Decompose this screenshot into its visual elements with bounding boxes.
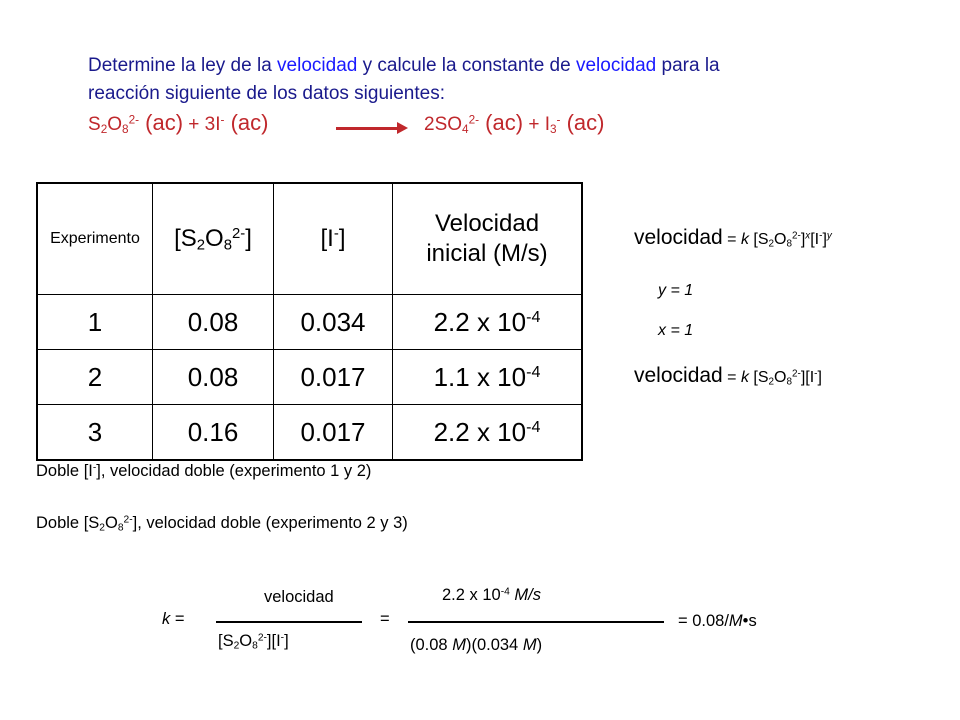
table-row [37,350,582,405]
reaction-arrow-icon [336,127,398,130]
rate-law-general: velocidad = k $[S_2O_8^{2-}]^x[I^-]^y$ [634,226,832,250]
cell-iodide: 0.017 [274,405,393,461]
rate-law-order-x: x = 1 [658,322,694,339]
k-label: k = [162,610,185,628]
statement-text: para la [656,55,720,76]
rate-law-final: velocidad = k $[S_2O_8^{2-}][I^-]$ [634,364,822,388]
statement-text: Determine la ley de la [88,55,278,76]
header-iodide: [I-] [274,183,393,295]
problem-statement-line-1 [88,52,720,80]
reaction-products: $2SO_4^{2-}$ $(ac) + I_3^-$ (ac) [424,110,605,136]
cell-persulfate: 0.08 [153,350,274,405]
kinetics-data-table [36,182,583,461]
equals-sign: = [380,610,390,628]
problem-statement-line-2: reacción siguiente de los datos siguientes: [88,83,446,104]
header-experiment: Experimento [37,183,153,295]
numerator-value: 2.2 x $10^{-4}$ M/s [442,586,541,604]
cell-iodide: 0.017 [274,350,393,405]
header-rate-line-2: inicial (M/s) [426,240,548,267]
cell-iodide: 0.034 [274,295,393,350]
reaction-reactants: $S_2O_8^{2-}$ (ac) + 3I- (ac) [88,110,269,136]
numerator-word: velocidad [264,588,334,606]
statement-keyword: velocidad [575,55,657,76]
table-row [37,295,582,350]
note-persulfate-doubling: Doble $[S_2O_8^{2-}]$, velocidad doble (experimento 2 y 3) [36,514,408,534]
cell-rate: 2.2 x $10^{-4}$ [393,405,583,461]
denominator-value: (0.08 M)(0.034 M) [410,636,543,654]
header-initial-rate [393,183,583,295]
header-persulfate: $[S_2O_8^{2-}]$ [153,183,274,295]
cell-rate: 2.2 x $10^{-4}$ [393,295,583,350]
fraction-bar-1 [216,621,362,623]
cell-experiment: 3 [37,405,153,461]
cell-persulfate: 0.16 [153,405,274,461]
fraction-bar-2 [408,621,664,623]
denominator-concentrations: $[S_2O_8^{2-}][I^-]$ [218,632,289,652]
statement-text: y calcule la constante de [357,55,576,76]
cell-experiment: 2 [37,350,153,405]
rate-law-order-y: y = 1 [658,282,694,299]
table-header-row [37,183,582,295]
table-row [37,405,582,461]
cell-persulfate: 0.08 [153,295,274,350]
cell-experiment: 1 [37,295,153,350]
header-rate-line-1: Velocidad [434,210,540,237]
rate-constant-result: = 0.08/M•s [678,612,757,630]
cell-rate: 1.1 x $10^{-4}$ [393,350,583,405]
statement-keyword: velocidad [277,55,358,76]
note-iodide-doubling: Doble [I-], velocidad doble (experimento 1 y 2) [36,462,372,480]
